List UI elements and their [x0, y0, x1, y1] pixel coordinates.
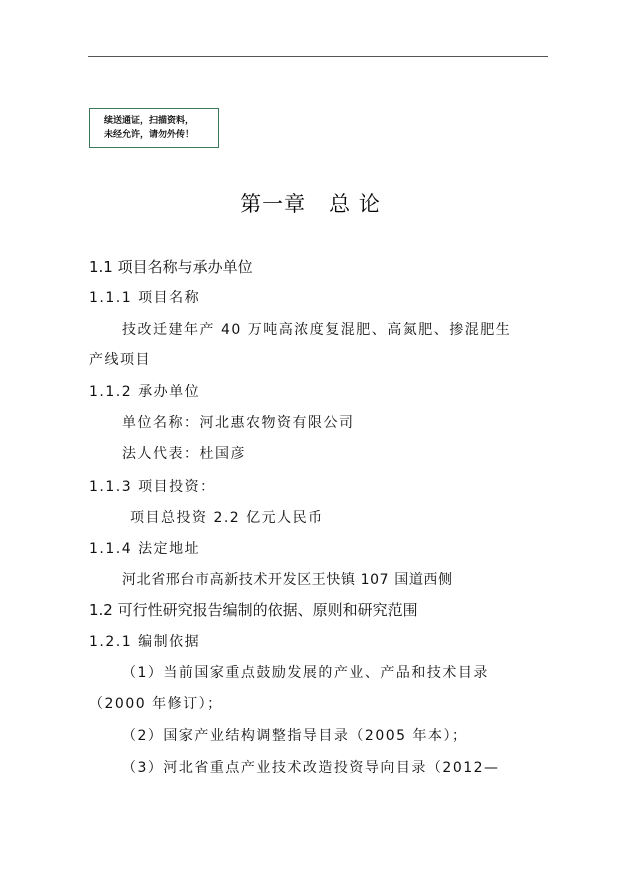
chapter-title: 第一章 总 论 — [240, 192, 381, 216]
section-1-2-1-heading: 1.2.1 编制依据 — [89, 634, 201, 650]
section-1-2-heading: 1.2 可行性研究报告编制的依据、原则和研究范围 — [89, 601, 418, 619]
basis-item-1-line-2: （2000 年修订）； — [89, 696, 223, 712]
unit-name-text: 单位名称：河北惠农物资有限公司 — [122, 415, 355, 431]
project-name-text-line-1: 技改迁建年产 40 万吨高浓度复混肥、高氮肥、掺混肥生 — [122, 322, 512, 338]
basis-item-2: （2）国家产业结构调整指导目录（2005 年本）； — [122, 728, 468, 744]
header-rule — [88, 56, 548, 57]
confidentiality-notice-box — [89, 108, 219, 148]
section-1-1-2-heading: 1.1.2 承办单位 — [89, 384, 201, 400]
section-1-1-heading: 1.1 项目名称与承办单位 — [89, 258, 253, 276]
basis-item-1-line-1: （1）当前国家重点鼓励发展的产业、产品和技术目录 — [122, 665, 489, 681]
legal-representative-text: 法人代表：杜国彦 — [122, 446, 246, 462]
project-name-text-line-2: 产线项目 — [89, 352, 151, 368]
investment-text: 项目总投资 2.2 亿元人民币 — [130, 510, 324, 526]
notice-line-1: 续送通证，扫描资料， — [104, 116, 195, 126]
section-1-1-1-heading: 1.1.1 项目名称 — [89, 290, 201, 306]
legal-address-text: 河北省邢台市高新技术开发区王快镇 107 国道西侧 — [122, 572, 453, 588]
notice-line-2: 未经允许，请勿外传！ — [104, 130, 195, 140]
section-1-1-4-heading: 1.1.4 法定地址 — [89, 541, 201, 557]
section-1-1-3-heading: 1.1.3 项目投资： — [89, 479, 216, 495]
basis-item-3: （3）河北省重点产业技术改造投资导向目录（2012— — [122, 760, 500, 776]
